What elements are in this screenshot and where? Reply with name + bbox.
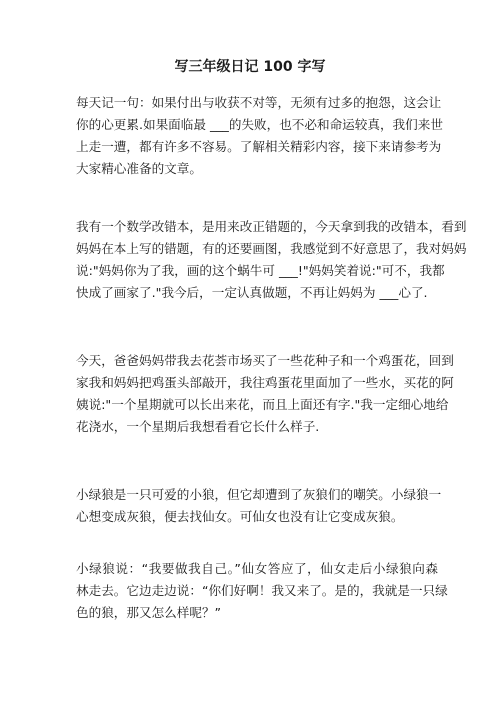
text-line: 我有一个数学改错本，是用来改正错题的，今天拿到我的改错本，看到 (76, 219, 467, 234)
text-line: 大家精心准备的文章。 (76, 161, 202, 176)
text-line: 每天记一句：如果付出与收获不对等，无须有过多的抱怨，这会让 (76, 95, 442, 110)
text-line: 林走去。它边走边说：“你们好啊！我又来了。是的，我就是一只绿 (76, 583, 448, 598)
text-line: 今天，爸爸妈妈带我去花荟市场买了一些花种子和一个鸡蛋花，回到 (76, 353, 454, 368)
text-line: 上走一遭，都有许多不容易。了解相关精彩内容，接下来请参考为 (76, 139, 442, 154)
paragraph-error-notebook (76, 216, 467, 304)
text-line: 姨说:"一个星期就可以长出来花，而且上面还有字."我一定细心地给 (76, 397, 449, 412)
paragraph-flower-market (76, 350, 454, 438)
paragraph-intro (76, 92, 443, 180)
text-line: 花浇水，一个星期后我想看看它长什么样子. (76, 419, 320, 434)
text-line: 心想变成灰狼，便去找仙女。可仙女也没有让它变成灰狼。 (76, 509, 404, 524)
text-line: 说:"妈妈你为了我，画的这个蜗牛可 ___!"妈妈笑着说:"可不，我都 (76, 263, 445, 278)
text-line: 小绿狼说：“我要做我自己。”仙女答应了，仙女走后小绿狼向森 (76, 561, 438, 576)
document-title: 写三年级日记 100 字写 (174, 59, 326, 75)
text-line: 你的心更累.如果面临最 ___的失败，也不必和命运较真，我们来世 (76, 117, 443, 132)
paragraph-green-wolf-speaks (76, 558, 448, 624)
text-line: 妈妈在本上写的错题，有的还要画图，我感觉到不好意思了，我对妈妈 (76, 241, 467, 256)
paragraph-green-wolf (76, 484, 442, 528)
text-line: 家我和妈妈把鸡蛋头部敲开，我往鸡蛋花里面加了一些水，买花的阿 (76, 375, 454, 390)
text-line: 小绿狼是一只可爱的小狼，但它却遭到了灰狼们的嘲笑。小绿狼一 (76, 487, 442, 502)
text-line: 色的狼，那又怎么样呢？” (76, 605, 222, 620)
text-line: 快成了画家了."我今后，一定认真做题，不再让妈妈为 ___心了. (76, 285, 428, 300)
